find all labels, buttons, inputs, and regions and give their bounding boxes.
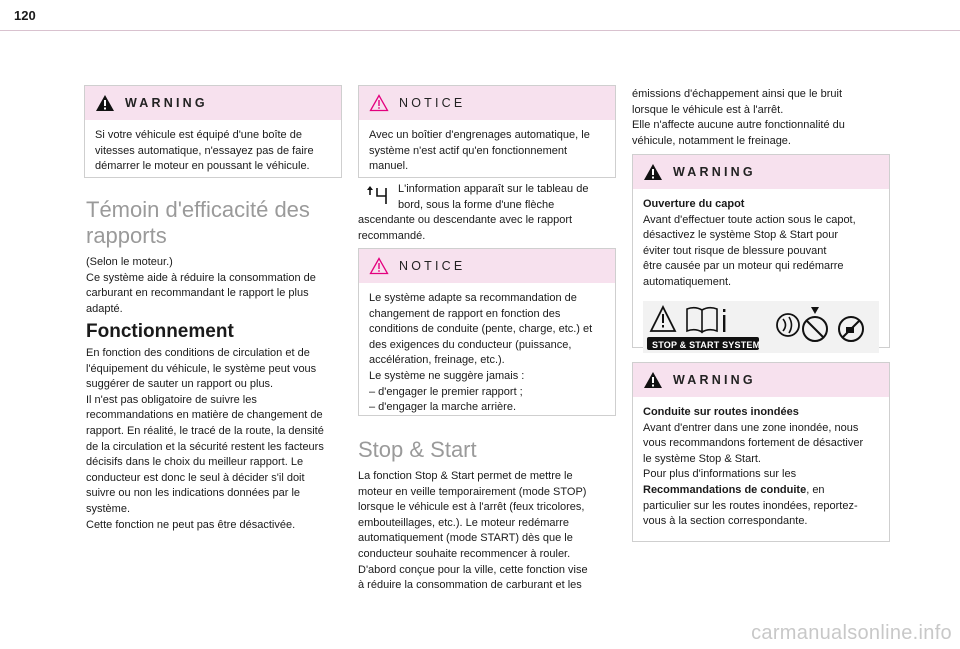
text-line: vous à la section correspondante. — [643, 515, 808, 528]
text-line: suivre ou non les indications données par le — [86, 487, 301, 500]
header-rule — [0, 30, 960, 31]
text-line: Si votre véhicule est équipé d'une boîte de — [95, 129, 302, 141]
text-line: moteur en veille temporairement (mode STOP) — [358, 485, 587, 498]
text-line: décisifs dans le choix du meilleur rapport. Le — [86, 456, 304, 469]
text-line: des exigences du conducteur (puissance, — [369, 338, 572, 351]
stop-start-system-label: STOP & START SYSTEM — [652, 339, 761, 350]
text-line: le système Stop & Start. — [643, 452, 761, 465]
text-line: recommandations en matière de changement de — [86, 409, 323, 422]
gear-shift-indicator-icon — [366, 184, 392, 206]
text-line: émissions d'échappement ainsi que le bruit — [632, 88, 842, 100]
notice-triangle-icon — [369, 257, 389, 275]
text-line: Pour plus d'informations sur les — [643, 468, 797, 481]
intro-paragraph — [86, 255, 316, 317]
notice-body — [359, 283, 615, 424]
indicator-paragraph-bottom — [358, 213, 572, 244]
page-number: 120 — [14, 8, 36, 23]
text-line: L'information apparaît sur le tableau de — [398, 183, 589, 195]
body-paragraph — [86, 346, 324, 533]
warning-title: WARNING — [673, 373, 756, 387]
notice-body — [359, 120, 615, 183]
text-line: Avec un boîtier d'engrenages automatique, le — [369, 129, 590, 141]
text-line: conducteur est donc le seul à décider s'il doit — [86, 471, 305, 484]
text-line: (Selon le moteur.) — [86, 256, 173, 268]
text-line: manuel. — [369, 160, 409, 173]
text-line: Il n'est pas obligatoire de suivre les — [86, 393, 257, 406]
stop-start-paragraph — [358, 469, 588, 594]
title-line: Témoin d'efficacité des — [86, 197, 310, 222]
warning-body — [633, 189, 889, 363]
text-line: vous recommandons fortement de désactiver — [643, 437, 864, 450]
warning-header — [633, 363, 889, 397]
text-line: embouteillages, etc.). Le moteur redémarre — [358, 516, 569, 529]
text-line: être causée par un moteur qui redémarre — [643, 260, 844, 273]
text-line: Avant d'entrer dans une zone inondée, nous — [643, 421, 859, 434]
text-line: adapté. — [86, 302, 123, 315]
notice-title: NOTICE — [399, 259, 466, 273]
notice-header — [359, 86, 615, 120]
warning-title: WARNING — [673, 165, 756, 179]
text-line: conducteur souhaite recommencer à rouler. — [358, 547, 571, 560]
stop-start-warning-label — [643, 301, 879, 353]
text-line: éviter tout risque de blessure pouvant — [643, 244, 827, 257]
text-line: Avant d'effectuer toute action sous le capot, — [643, 213, 856, 226]
text-line: vitesses automatique, n'essayez pas de faire — [95, 144, 314, 157]
text-line: système n'est actif qu'en fonctionnement — [369, 144, 568, 157]
driving-recommendations-link-text: Recommandations de conduite — [643, 483, 807, 496]
text-line: accélération, freinage, etc.). — [369, 354, 505, 367]
warning-box-flooded — [632, 362, 890, 542]
section-title-stop-start: Stop & Start — [358, 437, 477, 462]
text-line: En fonction des conditions de circulation et de — [86, 347, 310, 359]
text-line: – d'engager la marche arrière. — [369, 401, 517, 414]
text-line: désactivez le système Stop & Start pour — [643, 229, 839, 242]
text-line: – d'engager le premier rapport ; — [369, 385, 523, 398]
warning-heading: Ouverture du capot — [643, 198, 745, 210]
warning-title: WARNING — [125, 96, 208, 110]
text-line — [643, 483, 879, 499]
watermark: carmanualsonline.info — [751, 622, 952, 644]
notice-box-1 — [358, 85, 616, 178]
text-fragment: , en — [806, 483, 825, 496]
text-line: conditions de conduite (pente, charge, etc.) et — [369, 323, 593, 336]
warning-box-1 — [84, 85, 342, 178]
continued-paragraph — [632, 87, 845, 149]
notice-triangle-icon — [369, 94, 389, 112]
warning-triangle-icon — [643, 163, 663, 181]
indicator-paragraph-top — [398, 182, 588, 213]
text-line: automatiquement. — [643, 275, 732, 288]
text-line: Elle n'affecte aucune autre fonctionnalité du — [632, 119, 845, 132]
text-line: bord, sous la forme d'une flèche — [398, 198, 555, 211]
text-line: ascendante ou descendante avec le rapport — [358, 214, 573, 226]
text-line: Cette fonction ne peut pas être désactivée. — [86, 518, 296, 531]
warning-body — [85, 120, 341, 183]
text-line: système. — [86, 502, 131, 515]
text-line: Le système adapte sa recommandation de — [369, 292, 577, 304]
text-line: particulier sur les routes inondées, reportez- — [643, 499, 858, 512]
notice-title: NOTICE — [399, 96, 466, 110]
text-line: rapport. En réalité, le tracé de la route, la densité — [86, 424, 324, 437]
warning-header — [85, 86, 341, 120]
text-line: changement de rapport en fonction des — [369, 307, 561, 320]
text-line: de la circulation et la sécurité restent les facteurs — [86, 440, 324, 453]
text-line: lorsque le véhicule est à l'arrêt (feux tricolores, — [358, 501, 585, 514]
subsection-title: Fonctionnement — [86, 321, 234, 342]
text-line: suggérer de sauter un rapport ou plus. — [86, 378, 274, 391]
section-title-gear-efficiency — [86, 197, 310, 249]
title-line: rapports — [86, 223, 167, 248]
warning-body — [633, 397, 889, 538]
warning-triangle-icon — [643, 371, 663, 389]
text-line: à réduire la consommation de carburant et les — [358, 579, 582, 592]
notice-box-2 — [358, 248, 616, 416]
text-line: recommandé. — [358, 229, 426, 242]
warning-box-hood — [632, 154, 890, 348]
text-line: Le système ne suggère jamais : — [369, 369, 525, 382]
text-line: lorsque le véhicule est à l'arrêt. — [632, 103, 784, 116]
text-line: l'équipement du véhicule, le système peut vous — [86, 362, 317, 375]
text-line: La fonction Stop & Start permet de mettre le — [358, 470, 573, 482]
text-line: Ce système aide à réduire la consommation de — [86, 271, 316, 284]
text-line: carburant en recommandant le rapport le plus — [86, 287, 309, 300]
text-line: véhicule, notamment le freinage. — [632, 134, 791, 147]
warning-header — [633, 155, 889, 189]
text-line: D'abord conçue pour la ville, cette fonction vise — [358, 563, 588, 576]
warning-heading: Conduite sur routes inondées — [643, 406, 799, 418]
text-line: démarrer le moteur en poussant le véhicule. — [95, 160, 310, 173]
notice-header — [359, 249, 615, 283]
warning-triangle-icon — [95, 94, 115, 112]
text-line: automatiquement (mode START) dès que le — [358, 532, 573, 545]
